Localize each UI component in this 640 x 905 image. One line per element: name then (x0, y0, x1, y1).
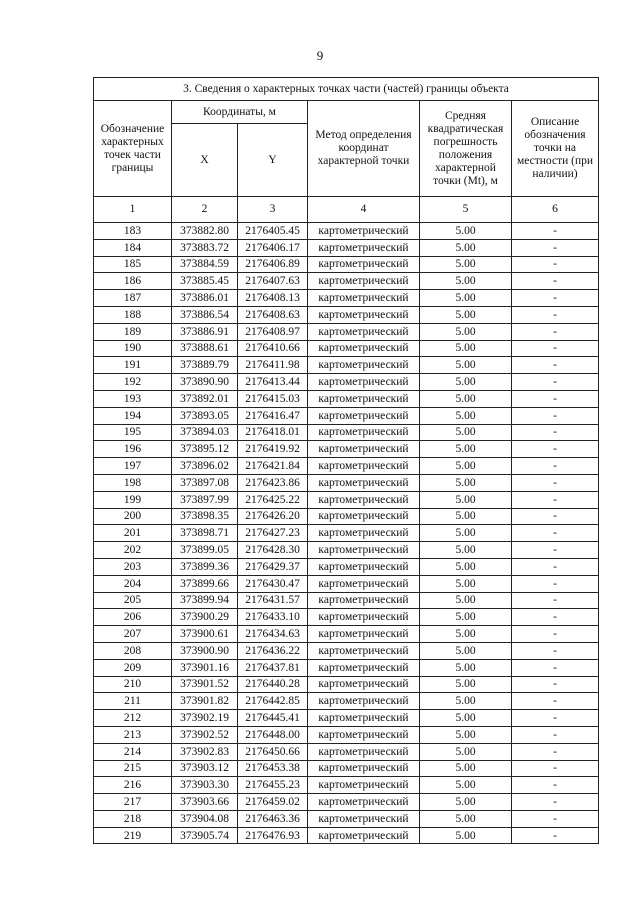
y-coordinate-cell: 2176418.01 (238, 424, 308, 441)
y-coordinate-cell: 2176445.41 (238, 710, 308, 727)
point-number-cell: 194 (94, 407, 172, 424)
description-cell: - (512, 827, 599, 844)
accuracy-cell: 5.00 (420, 290, 512, 307)
description-cell: - (512, 810, 599, 827)
y-coordinate-cell: 2176407.63 (238, 273, 308, 290)
method-cell: картометрический (308, 710, 420, 727)
point-number-cell: 199 (94, 491, 172, 508)
point-number-cell: 202 (94, 542, 172, 559)
section-title: 3. Сведения о характерных точках части (частей) границы объекта (94, 78, 599, 101)
point-number-cell: 212 (94, 710, 172, 727)
description-cell: - (512, 424, 599, 441)
accuracy-cell: 5.00 (420, 273, 512, 290)
y-coordinate-cell: 2176442.85 (238, 693, 308, 710)
description-cell: - (512, 374, 599, 391)
point-number-cell: 191 (94, 357, 172, 374)
header-method: Метод определения координат характерной точки (308, 101, 420, 197)
y-coordinate-cell: 2176426.20 (238, 508, 308, 525)
accuracy-cell: 5.00 (420, 760, 512, 777)
table-row (94, 508, 599, 525)
point-number-cell: 187 (94, 290, 172, 307)
table-row (94, 592, 599, 609)
x-coordinate-cell: 373900.61 (172, 626, 238, 643)
y-coordinate-cell: 2176425.22 (238, 491, 308, 508)
y-coordinate-cell: 2176433.10 (238, 609, 308, 626)
table-row (94, 239, 599, 256)
table-row (94, 374, 599, 391)
method-cell: картометрический (308, 340, 420, 357)
x-coordinate-cell: 373901.16 (172, 659, 238, 676)
description-cell: - (512, 676, 599, 693)
y-coordinate-cell: 2176430.47 (238, 575, 308, 592)
column-number: 1 (94, 197, 172, 223)
description-cell: - (512, 659, 599, 676)
description-cell: - (512, 642, 599, 659)
point-number-cell: 183 (94, 223, 172, 240)
point-number-cell: 219 (94, 827, 172, 844)
accuracy-cell: 5.00 (420, 726, 512, 743)
y-coordinate-cell: 2176440.28 (238, 676, 308, 693)
x-coordinate-cell: 373886.01 (172, 290, 238, 307)
table-row (94, 407, 599, 424)
accuracy-cell: 5.00 (420, 441, 512, 458)
method-cell: картометрический (308, 777, 420, 794)
y-coordinate-cell: 2176455.23 (238, 777, 308, 794)
table-row (94, 558, 599, 575)
method-cell: картометрический (308, 374, 420, 391)
x-coordinate-cell: 373905.74 (172, 827, 238, 844)
method-cell: картометрический (308, 508, 420, 525)
y-coordinate-cell: 2176476.93 (238, 827, 308, 844)
table-row (94, 642, 599, 659)
table-row (94, 659, 599, 676)
accuracy-cell: 5.00 (420, 491, 512, 508)
y-coordinate-cell: 2176408.63 (238, 306, 308, 323)
table-row (94, 827, 599, 844)
accuracy-cell: 5.00 (420, 659, 512, 676)
y-coordinate-cell: 2176453.38 (238, 760, 308, 777)
point-number-cell: 216 (94, 777, 172, 794)
method-cell: картометрический (308, 575, 420, 592)
point-number-cell: 197 (94, 458, 172, 475)
point-number-cell: 189 (94, 323, 172, 340)
column-number: 4 (308, 197, 420, 223)
point-number-cell: 210 (94, 676, 172, 693)
y-coordinate-cell: 2176448.00 (238, 726, 308, 743)
point-number-cell: 193 (94, 390, 172, 407)
y-coordinate-cell: 2176429.37 (238, 558, 308, 575)
description-cell: - (512, 239, 599, 256)
table-row (94, 710, 599, 727)
method-cell: картометрический (308, 558, 420, 575)
column-number: 2 (172, 197, 238, 223)
method-cell: картометрический (308, 458, 420, 475)
method-cell: картометрический (308, 592, 420, 609)
x-coordinate-cell: 373897.08 (172, 474, 238, 491)
accuracy-cell: 5.00 (420, 827, 512, 844)
y-coordinate-cell: 2176416.47 (238, 407, 308, 424)
x-coordinate-cell: 373901.52 (172, 676, 238, 693)
method-cell: картометрический (308, 525, 420, 542)
column-number: 6 (512, 197, 599, 223)
accuracy-cell: 5.00 (420, 424, 512, 441)
method-cell: картометрический (308, 441, 420, 458)
accuracy-cell: 5.00 (420, 458, 512, 475)
table-row (94, 542, 599, 559)
table-row (94, 794, 599, 811)
header-coordinates: Координаты, м (172, 101, 308, 124)
accuracy-cell: 5.00 (420, 626, 512, 643)
y-coordinate-cell: 2176421.84 (238, 458, 308, 475)
description-cell: - (512, 340, 599, 357)
description-cell: - (512, 256, 599, 273)
accuracy-cell: 5.00 (420, 592, 512, 609)
point-number-cell: 209 (94, 659, 172, 676)
table-row (94, 760, 599, 777)
description-cell: - (512, 323, 599, 340)
header-x: X (172, 124, 238, 197)
x-coordinate-cell: 373895.12 (172, 441, 238, 458)
x-coordinate-cell: 373903.30 (172, 777, 238, 794)
accuracy-cell: 5.00 (420, 223, 512, 240)
point-number-cell: 188 (94, 306, 172, 323)
method-cell: картометрический (308, 223, 420, 240)
point-number-cell: 184 (94, 239, 172, 256)
description-cell: - (512, 794, 599, 811)
accuracy-cell: 5.00 (420, 374, 512, 391)
accuracy-cell: 5.00 (420, 340, 512, 357)
method-cell: картометрический (308, 810, 420, 827)
method-cell: картометрический (308, 474, 420, 491)
table-row (94, 273, 599, 290)
method-cell: картометрический (308, 693, 420, 710)
accuracy-cell: 5.00 (420, 306, 512, 323)
method-cell: картометрический (308, 424, 420, 441)
accuracy-cell: 5.00 (420, 609, 512, 626)
point-number-cell: 192 (94, 374, 172, 391)
x-coordinate-cell: 373902.52 (172, 726, 238, 743)
accuracy-cell: 5.00 (420, 743, 512, 760)
x-coordinate-cell: 373899.66 (172, 575, 238, 592)
table-row (94, 441, 599, 458)
y-coordinate-cell: 2176415.03 (238, 390, 308, 407)
description-cell: - (512, 458, 599, 475)
method-cell: картометрический (308, 626, 420, 643)
x-coordinate-cell: 373896.02 (172, 458, 238, 475)
accuracy-cell: 5.00 (420, 676, 512, 693)
description-cell: - (512, 777, 599, 794)
table-row (94, 743, 599, 760)
point-number-cell: 198 (94, 474, 172, 491)
description-cell: - (512, 525, 599, 542)
accuracy-cell: 5.00 (420, 357, 512, 374)
x-coordinate-cell: 373882.80 (172, 223, 238, 240)
y-coordinate-cell: 2176406.17 (238, 239, 308, 256)
table-row (94, 777, 599, 794)
table-row (94, 626, 599, 643)
header-description: Описание обозначения точки на местности (при наличии) (512, 101, 599, 197)
description-cell: - (512, 441, 599, 458)
description-cell: - (512, 390, 599, 407)
description-cell: - (512, 726, 599, 743)
y-coordinate-cell: 2176437.81 (238, 659, 308, 676)
accuracy-cell: 5.00 (420, 710, 512, 727)
x-coordinate-cell: 373888.61 (172, 340, 238, 357)
x-coordinate-cell: 373899.05 (172, 542, 238, 559)
point-number-cell: 196 (94, 441, 172, 458)
description-cell: - (512, 407, 599, 424)
method-cell: картометрический (308, 390, 420, 407)
method-cell: картометрический (308, 542, 420, 559)
accuracy-cell: 5.00 (420, 474, 512, 491)
method-cell: картометрический (308, 827, 420, 844)
method-cell: картометрический (308, 290, 420, 307)
table-row (94, 390, 599, 407)
x-coordinate-cell: 373898.35 (172, 508, 238, 525)
accuracy-cell: 5.00 (420, 575, 512, 592)
description-cell: - (512, 223, 599, 240)
method-cell: картометрический (308, 357, 420, 374)
method-cell: картометрический (308, 642, 420, 659)
x-coordinate-cell: 373900.90 (172, 642, 238, 659)
x-coordinate-cell: 373901.82 (172, 693, 238, 710)
accuracy-cell: 5.00 (420, 407, 512, 424)
x-coordinate-cell: 373899.36 (172, 558, 238, 575)
point-number-cell: 200 (94, 508, 172, 525)
point-number-cell: 207 (94, 626, 172, 643)
accuracy-cell: 5.00 (420, 323, 512, 340)
x-coordinate-cell: 373900.29 (172, 609, 238, 626)
table-row (94, 525, 599, 542)
x-coordinate-cell: 373902.19 (172, 710, 238, 727)
description-cell: - (512, 306, 599, 323)
method-cell: картометрический (308, 794, 420, 811)
table-row (94, 340, 599, 357)
table-row (94, 424, 599, 441)
y-coordinate-cell: 2176427.23 (238, 525, 308, 542)
point-number-cell: 208 (94, 642, 172, 659)
y-coordinate-cell: 2176408.13 (238, 290, 308, 307)
description-cell: - (512, 357, 599, 374)
point-number-cell: 190 (94, 340, 172, 357)
x-coordinate-cell: 373894.03 (172, 424, 238, 441)
description-cell: - (512, 592, 599, 609)
accuracy-cell: 5.00 (420, 642, 512, 659)
point-number-cell: 186 (94, 273, 172, 290)
method-cell: картометрический (308, 676, 420, 693)
y-coordinate-cell: 2176413.44 (238, 374, 308, 391)
table-row (94, 323, 599, 340)
table-row (94, 491, 599, 508)
accuracy-cell: 5.00 (420, 256, 512, 273)
method-cell: картометрический (308, 726, 420, 743)
point-number-cell: 203 (94, 558, 172, 575)
y-coordinate-cell: 2176434.63 (238, 626, 308, 643)
point-number-cell: 195 (94, 424, 172, 441)
x-coordinate-cell: 373897.99 (172, 491, 238, 508)
method-cell: картометрический (308, 659, 420, 676)
boundary-points-table (93, 77, 599, 844)
point-number-cell: 215 (94, 760, 172, 777)
point-number-cell: 204 (94, 575, 172, 592)
x-coordinate-cell: 373899.94 (172, 592, 238, 609)
y-coordinate-cell: 2176450.66 (238, 743, 308, 760)
description-cell: - (512, 626, 599, 643)
description-cell: - (512, 710, 599, 727)
method-cell: картометрический (308, 306, 420, 323)
x-coordinate-cell: 373884.59 (172, 256, 238, 273)
column-number: 3 (238, 197, 308, 223)
description-cell: - (512, 558, 599, 575)
method-cell: картометрический (308, 760, 420, 777)
y-coordinate-cell: 2176463.36 (238, 810, 308, 827)
y-coordinate-cell: 2176436.22 (238, 642, 308, 659)
y-coordinate-cell: 2176411.98 (238, 357, 308, 374)
table-row (94, 609, 599, 626)
table-row (94, 458, 599, 475)
accuracy-cell: 5.00 (420, 777, 512, 794)
table-row (94, 306, 599, 323)
point-number-cell: 201 (94, 525, 172, 542)
table-row (94, 474, 599, 491)
y-coordinate-cell: 2176431.57 (238, 592, 308, 609)
table-row (94, 676, 599, 693)
table-row (94, 223, 599, 240)
point-number-cell: 213 (94, 726, 172, 743)
description-cell: - (512, 290, 599, 307)
x-coordinate-cell: 373903.66 (172, 794, 238, 811)
x-coordinate-cell: 373904.08 (172, 810, 238, 827)
header-y: Y (238, 124, 308, 197)
method-cell: картометрический (308, 239, 420, 256)
header-accuracy: Средняя квадратическая погрешность положения характерной точки (Mt), м (420, 101, 512, 197)
table-row (94, 575, 599, 592)
description-cell: - (512, 693, 599, 710)
table-body (94, 223, 599, 844)
table-row (94, 693, 599, 710)
x-coordinate-cell: 373889.79 (172, 357, 238, 374)
description-cell: - (512, 542, 599, 559)
description-cell: - (512, 474, 599, 491)
accuracy-cell: 5.00 (420, 558, 512, 575)
description-cell: - (512, 743, 599, 760)
x-coordinate-cell: 373886.91 (172, 323, 238, 340)
method-cell: картометрический (308, 491, 420, 508)
point-number-cell: 205 (94, 592, 172, 609)
y-coordinate-cell: 2176405.45 (238, 223, 308, 240)
x-coordinate-cell: 373903.12 (172, 760, 238, 777)
y-coordinate-cell: 2176408.97 (238, 323, 308, 340)
description-cell: - (512, 575, 599, 592)
table-row (94, 726, 599, 743)
accuracy-cell: 5.00 (420, 693, 512, 710)
accuracy-cell: 5.00 (420, 810, 512, 827)
description-cell: - (512, 491, 599, 508)
x-coordinate-cell: 373898.71 (172, 525, 238, 542)
header-designation: Обозначение характерных точек части границы (94, 101, 172, 197)
accuracy-cell: 5.00 (420, 794, 512, 811)
page-number: 9 (316, 48, 324, 63)
method-cell: картометрический (308, 323, 420, 340)
x-coordinate-cell: 373892.01 (172, 390, 238, 407)
x-coordinate-cell: 373890.90 (172, 374, 238, 391)
x-coordinate-cell: 373886.54 (172, 306, 238, 323)
point-number-cell: 218 (94, 810, 172, 827)
x-coordinate-cell: 373902.83 (172, 743, 238, 760)
point-number-cell: 185 (94, 256, 172, 273)
y-coordinate-cell: 2176406.89 (238, 256, 308, 273)
description-cell: - (512, 609, 599, 626)
method-cell: картометрический (308, 743, 420, 760)
x-coordinate-cell: 373893.05 (172, 407, 238, 424)
point-number-cell: 206 (94, 609, 172, 626)
x-coordinate-cell: 373885.45 (172, 273, 238, 290)
y-coordinate-cell: 2176423.86 (238, 474, 308, 491)
accuracy-cell: 5.00 (420, 508, 512, 525)
accuracy-cell: 5.00 (420, 390, 512, 407)
table-row (94, 357, 599, 374)
method-cell: картометрический (308, 609, 420, 626)
point-number-cell: 211 (94, 693, 172, 710)
point-number-cell: 214 (94, 743, 172, 760)
y-coordinate-cell: 2176459.02 (238, 794, 308, 811)
description-cell: - (512, 273, 599, 290)
table-row (94, 810, 599, 827)
accuracy-cell: 5.00 (420, 542, 512, 559)
method-cell: картометрический (308, 273, 420, 290)
y-coordinate-cell: 2176428.30 (238, 542, 308, 559)
description-cell: - (512, 508, 599, 525)
x-coordinate-cell: 373883.72 (172, 239, 238, 256)
method-cell: картометрический (308, 256, 420, 273)
column-number: 5 (420, 197, 512, 223)
y-coordinate-cell: 2176419.92 (238, 441, 308, 458)
point-number-cell: 217 (94, 794, 172, 811)
accuracy-cell: 5.00 (420, 525, 512, 542)
accuracy-cell: 5.00 (420, 239, 512, 256)
table-row (94, 256, 599, 273)
y-coordinate-cell: 2176410.66 (238, 340, 308, 357)
description-cell: - (512, 760, 599, 777)
table-row (94, 290, 599, 307)
method-cell: картометрический (308, 407, 420, 424)
